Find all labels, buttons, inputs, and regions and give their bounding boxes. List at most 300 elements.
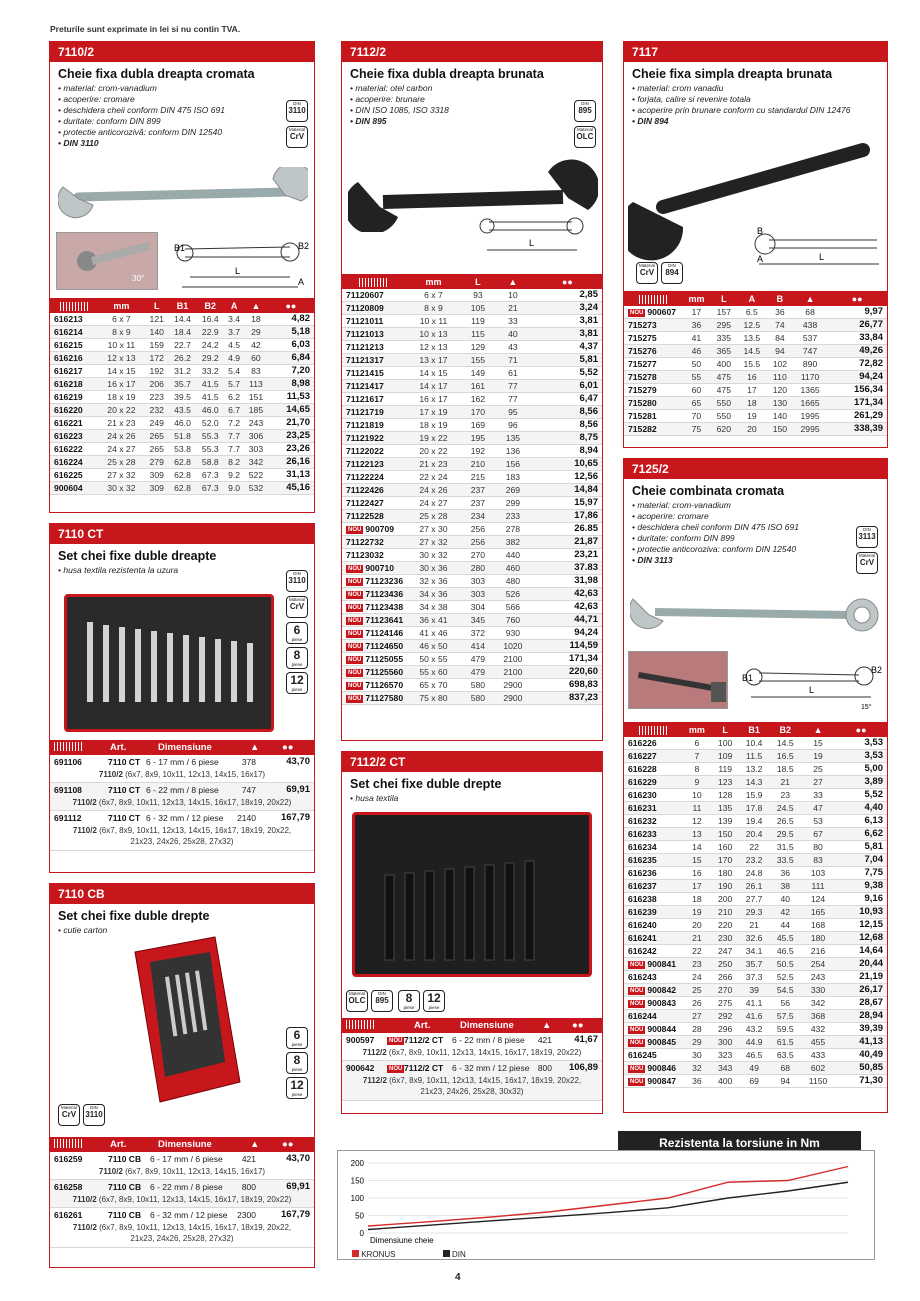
weight: 421 <box>241 1154 256 1164</box>
table-cell <box>624 319 682 332</box>
table-cell: 279 <box>145 456 169 469</box>
article: 7110 CB <box>108 1210 142 1220</box>
table-cell: 23 <box>770 789 801 802</box>
legend-kronus-swatch <box>352 1250 359 1257</box>
sizes: 7110/2 (6x7, 8x9, 10x11, 12x13, 14x15, 16x17, 18x19, 20x22, <box>72 826 292 835</box>
table-cell <box>624 919 682 932</box>
table-cell <box>342 614 404 627</box>
table-cell <box>342 432 404 445</box>
spec-item: • DIN ISO 1085, ISO 3318 <box>350 105 449 115</box>
col-b: B <box>767 291 793 306</box>
table-cell: 265 <box>145 443 169 456</box>
product-code: 616234 <box>628 842 657 853</box>
dimension: 6 - 22 mm / 8 piese <box>146 785 219 795</box>
table-cell: 26.5 <box>770 815 801 828</box>
dimension-drawing <box>749 222 884 272</box>
table-cell: 15 <box>682 854 712 867</box>
product-code: 71125560 <box>365 667 404 678</box>
table-row <box>342 692 602 705</box>
table-cell <box>342 315 404 328</box>
spec-item: • DIN 3113 <box>632 555 673 565</box>
table-cell <box>624 397 682 410</box>
table-cell: 7,04 <box>835 854 887 867</box>
table-cell: 243 <box>801 971 835 984</box>
table-cell: 15 <box>801 737 835 750</box>
table-cell: 10,65 <box>533 458 602 471</box>
table-cell: 5,52 <box>835 789 887 802</box>
panel-7112-ct <box>341 751 603 1114</box>
table-cell: 265 <box>145 430 169 443</box>
product-title: Set chei fixe duble drepte <box>350 777 502 791</box>
table-cell: 18 x 19 <box>404 419 463 432</box>
table-cell: 29.2 <box>196 352 224 365</box>
table-cell: 760 <box>493 614 533 627</box>
weight: 2140 <box>237 813 256 823</box>
product-code: 900597 <box>346 1035 375 1045</box>
product-code: 691108 <box>54 785 82 795</box>
coins-icon: ●● <box>533 274 602 289</box>
table-cell: 8,98 <box>268 378 314 391</box>
table-cell: 84 <box>767 332 793 345</box>
table-cell: 103 <box>801 867 835 880</box>
table-row <box>624 867 887 880</box>
table-cell: 21 <box>770 776 801 789</box>
table-cell: 10 <box>493 289 533 302</box>
table-cell: 150 <box>712 828 739 841</box>
table-cell: 382 <box>493 536 533 549</box>
product-code: 71123438 <box>365 602 404 613</box>
table-cell <box>624 906 682 919</box>
table-cell: 6 <box>682 737 712 750</box>
table-row <box>50 352 314 365</box>
table-cell: 526 <box>493 588 533 601</box>
table-cell: 14 x 17 <box>404 380 463 393</box>
product-code: 71122022 <box>346 446 384 457</box>
table-cell: 77 <box>493 380 533 393</box>
set-row <box>50 755 314 783</box>
product-code: 900710 <box>365 563 395 574</box>
table-cell: 185 <box>244 404 268 417</box>
table-cell: 6,03 <box>268 339 314 352</box>
table-cell: 13 <box>682 828 712 841</box>
table-cell <box>624 737 682 750</box>
table-cell: 475 <box>711 384 737 397</box>
pieces-8-icon: 8 piese <box>286 647 308 669</box>
table-cell: 156,34 <box>827 384 887 397</box>
table-cell: 115 <box>463 328 493 341</box>
table-cell: 414 <box>463 640 493 653</box>
table-row <box>342 575 602 588</box>
product-title: Set chei fixe duble drepte <box>58 909 210 923</box>
table-cell: 149 <box>463 367 493 380</box>
new-badge: NOU <box>389 1066 403 1072</box>
spec-item: • acoperire: cromare <box>632 511 709 521</box>
col-b2: B2 <box>196 298 224 313</box>
table-cell: 19 x 22 <box>404 432 463 445</box>
product-code: 71121819 <box>346 420 384 431</box>
table-cell: 3,89 <box>835 776 887 789</box>
table-cell: 50.5 <box>770 958 801 971</box>
product-code: 691106 <box>54 757 82 767</box>
set-table-header <box>342 1018 602 1033</box>
product-code: 71121213 <box>346 342 384 353</box>
table-row <box>624 906 887 919</box>
table-row <box>624 423 887 436</box>
table-row <box>342 471 602 484</box>
table-cell: 71,30 <box>835 1075 887 1088</box>
table-cell: 50 <box>682 358 711 371</box>
table-cell: 151 <box>244 391 268 404</box>
table-cell <box>342 588 404 601</box>
table-cell: 9.2 <box>224 469 244 482</box>
table-row <box>50 417 314 430</box>
set-row <box>342 1061 602 1101</box>
table-row <box>342 549 602 562</box>
panel-7110-cb <box>49 883 315 1268</box>
table-cell: 65 <box>682 397 711 410</box>
table-cell: 247 <box>712 945 739 958</box>
table-cell: 4,40 <box>835 802 887 815</box>
set-row <box>50 1152 314 1180</box>
table-cell: 24 x 26 <box>98 430 145 443</box>
table-cell: 27 x 32 <box>98 469 145 482</box>
product-code: 616231 <box>628 803 657 814</box>
product-code: 900846 <box>647 1063 677 1074</box>
table-cell: 32.6 <box>739 932 770 945</box>
table-row <box>342 289 602 302</box>
table-cell: 74 <box>767 319 793 332</box>
table-row <box>50 326 314 339</box>
table-cell: 67.3 <box>196 482 224 495</box>
new-badge: NOU <box>630 961 644 968</box>
panel-7110-2 <box>49 41 315 513</box>
table-cell: 139 <box>712 815 739 828</box>
table-cell: 43.2 <box>739 1023 770 1036</box>
wrench-image <box>630 587 882 642</box>
new-badge: NOU <box>348 630 362 637</box>
product-code: 715281 <box>628 411 657 422</box>
table-cell: 123 <box>712 776 739 789</box>
table-row <box>342 497 602 510</box>
spec-item: • duritate: conform DIN 899 <box>58 116 161 126</box>
table-cell: 30 x 32 <box>404 549 463 562</box>
table-cell: 62.8 <box>169 482 197 495</box>
table-cell: 256 <box>463 536 493 549</box>
table-cell: 23,26 <box>268 443 314 456</box>
table-cell: 192 <box>145 365 169 378</box>
table-row <box>50 378 314 391</box>
product-code: 616220 <box>54 405 83 416</box>
dimension: 6 - 17 mm / 6 piese <box>150 1154 223 1164</box>
product-code: 616225 <box>54 470 83 481</box>
spec-item: • deschidera cheii conform DIN 475 ISO 691 <box>632 522 799 532</box>
table-cell <box>342 484 404 497</box>
table-row <box>624 945 887 958</box>
article: 7112/2 CT <box>404 1063 444 1073</box>
table-row <box>624 919 887 932</box>
product-code: 900604 <box>54 483 83 494</box>
table-cell: 14.4 <box>169 313 197 326</box>
table-cell: 17 <box>682 880 712 893</box>
table-cell: 566 <box>493 601 533 614</box>
table-row <box>624 319 887 332</box>
table-cell <box>624 384 682 397</box>
table-cell: 479 <box>463 653 493 666</box>
table-cell: 49,26 <box>827 345 887 358</box>
table-cell: 62.8 <box>169 456 197 469</box>
table-cell: 7 <box>682 750 712 763</box>
table-cell <box>624 1023 682 1036</box>
table-cell <box>624 1075 682 1088</box>
table-cell <box>50 404 98 417</box>
table-cell: 121 <box>145 313 169 326</box>
table-row <box>624 1036 887 1049</box>
table-cell: 532 <box>244 482 268 495</box>
product-code: 616216 <box>54 353 83 364</box>
table-cell <box>624 763 682 776</box>
table-cell: 171,34 <box>533 653 602 666</box>
new-badge: NOU <box>348 682 362 689</box>
table-cell: 460 <box>493 562 533 575</box>
panel-code: 7125/2 <box>624 459 887 479</box>
product-code: 71122732 <box>346 537 384 548</box>
table-cell: 19 <box>737 410 767 423</box>
weight: 2300 <box>237 1210 256 1220</box>
table-cell <box>342 393 404 406</box>
table-row <box>342 510 602 523</box>
table-cell <box>342 575 404 588</box>
table-cell: 165 <box>801 906 835 919</box>
product-code: 900607 <box>647 307 677 318</box>
table-row <box>624 1075 887 1088</box>
table-cell: 21 <box>739 919 770 932</box>
weight-icon: ▲ <box>244 298 268 313</box>
table-cell: 234 <box>463 510 493 523</box>
weight: 378 <box>241 757 256 767</box>
table-cell <box>342 510 404 523</box>
y-tick-label: 0 <box>359 1229 364 1238</box>
table-cell: 698,83 <box>533 679 602 692</box>
table-cell: 36 <box>767 306 793 319</box>
table-cell: 2900 <box>493 679 533 692</box>
table-cell: 119 <box>463 315 493 328</box>
weight: 421 <box>537 1035 552 1045</box>
product-code: 71123032 <box>346 550 384 561</box>
table-cell: 52.0 <box>196 417 224 430</box>
table-cell: 5,52 <box>533 367 602 380</box>
product-code: 71121719 <box>346 407 384 418</box>
table-cell <box>50 326 98 339</box>
table-cell: 11.5 <box>739 750 770 763</box>
table-cell: 20 x 22 <box>98 404 145 417</box>
product-code: 616223 <box>54 431 83 442</box>
coins-icon: ●● <box>282 1139 294 1150</box>
table-cell: 41.1 <box>739 997 770 1010</box>
barcode-icon <box>54 742 82 751</box>
table-cell: 65 x 70 <box>404 679 463 692</box>
table-cell: 94,24 <box>533 627 602 640</box>
table-cell: 26,16 <box>268 456 314 469</box>
table-cell: 1020 <box>493 640 533 653</box>
table-cell: 69 <box>739 1075 770 1088</box>
spec-item: • forjata, calire si revenire totala <box>632 94 751 104</box>
table-cell: 3.7 <box>224 326 244 339</box>
table-row <box>624 345 887 358</box>
table-cell: 19 <box>801 750 835 763</box>
table-cell: 26.2 <box>169 352 197 365</box>
product-code: 900844 <box>647 1024 677 1035</box>
pieces-8-icon: 8 piese <box>286 1052 308 1074</box>
product-title: Cheie fixa dubla dreapta cromata <box>58 67 255 81</box>
table-cell <box>624 841 682 854</box>
table-cell: 27.7 <box>739 893 770 906</box>
table-row <box>342 419 602 432</box>
table-row <box>50 365 314 378</box>
table-row <box>342 380 602 393</box>
table-cell: 5,18 <box>268 326 314 339</box>
table-row <box>624 410 887 423</box>
table-cell: 41 <box>682 332 711 345</box>
dimension-drawing <box>477 212 587 257</box>
product-code: 616244 <box>628 1011 657 1022</box>
table-cell: 12.5 <box>737 319 767 332</box>
new-badge: NOU <box>389 1038 403 1044</box>
panel-7112-2 <box>341 41 603 741</box>
table-cell: 9,16 <box>835 893 887 906</box>
page-number: 4 <box>455 1272 461 1283</box>
table-cell: 455 <box>801 1036 835 1049</box>
table-cell <box>624 776 682 789</box>
table-cell: 3,81 <box>533 328 602 341</box>
label-b2: B2 <box>298 241 310 251</box>
table-cell: 27 x 30 <box>404 523 463 536</box>
table-cell <box>50 469 98 482</box>
table-cell: 41.6 <box>739 1010 770 1023</box>
table-cell <box>50 339 98 352</box>
panel-7110-ct <box>49 523 315 873</box>
table-cell: 237 <box>463 484 493 497</box>
product-table <box>624 722 887 1088</box>
table-cell: 6,84 <box>268 352 314 365</box>
product-code: 71125055 <box>365 654 404 665</box>
table-cell: 2100 <box>493 666 533 679</box>
col-l: L <box>145 298 169 313</box>
table-cell <box>342 419 404 432</box>
table-cell: 300 <box>712 1036 739 1049</box>
pieces-6-icon: 6 piese <box>286 1027 308 1049</box>
table-row <box>624 763 887 776</box>
table-row <box>342 406 602 419</box>
table-cell: 43.5 <box>169 404 197 417</box>
table-cell: 9,97 <box>827 306 887 319</box>
table-cell: 30 <box>682 1049 712 1062</box>
table-cell: 206 <box>145 378 169 391</box>
table-cell: 96 <box>493 419 533 432</box>
table-row <box>342 328 602 341</box>
table-cell: 14,64 <box>835 945 887 958</box>
table-cell: 14 x 15 <box>404 367 463 380</box>
table-row <box>50 482 314 495</box>
table-cell: 33 <box>493 315 533 328</box>
table-row <box>624 397 887 410</box>
y-tick-label: 100 <box>350 1194 364 1203</box>
price: 69,91 <box>286 1181 310 1192</box>
table-cell: 33.2 <box>196 365 224 378</box>
table-cell <box>50 313 98 326</box>
table-cell: 170 <box>463 406 493 419</box>
spec-item: • DIN 895 <box>350 116 387 126</box>
table-cell: 25 <box>801 763 835 776</box>
table-cell: 22 x 24 <box>404 471 463 484</box>
table-cell: 128 <box>712 789 739 802</box>
product-code: 715276 <box>628 346 657 357</box>
table-cell: 304 <box>463 601 493 614</box>
price: 106,89 <box>568 1062 598 1073</box>
table-cell: 480 <box>493 575 533 588</box>
table-cell <box>50 417 98 430</box>
set-row <box>50 783 314 811</box>
table-cell: 36 <box>770 867 801 880</box>
table-cell: 18 <box>244 313 268 326</box>
table-cell: 60 <box>682 384 711 397</box>
table-cell: 44.9 <box>739 1036 770 1049</box>
table-cell: 21 x 23 <box>404 458 463 471</box>
table-cell: 3,53 <box>835 750 887 763</box>
col-art: Art. <box>110 1139 127 1150</box>
table-cell: 100 <box>712 737 739 750</box>
table-cell: 63.5 <box>770 1049 801 1062</box>
dimension: 6 - 17 mm / 6 piese <box>146 757 219 767</box>
table-row <box>342 393 602 406</box>
table-row <box>624 802 887 815</box>
table-cell: 40 <box>770 893 801 906</box>
barcode-icon <box>624 722 682 737</box>
table-cell: 4,82 <box>268 313 314 326</box>
table-cell: 270 <box>712 984 739 997</box>
table-cell: 155 <box>463 354 493 367</box>
table-cell: 210 <box>463 458 493 471</box>
table-cell: 280 <box>463 562 493 575</box>
table-cell: 3,81 <box>533 315 602 328</box>
table-cell <box>50 430 98 443</box>
table-cell: 8 x 9 <box>404 302 463 315</box>
new-badge: NOU <box>348 695 362 702</box>
weight-icon: ▲ <box>250 742 260 753</box>
table-row <box>624 384 887 397</box>
spec-item: • duritate: conform DIN 899 <box>632 533 735 543</box>
table-cell <box>50 443 98 456</box>
barcode-icon <box>624 291 682 306</box>
table-cell: 14.5 <box>770 737 801 750</box>
table-cell: 4.5 <box>224 339 244 352</box>
table-cell: 330 <box>801 984 835 997</box>
panel-code: 7112/2 CT <box>342 752 602 772</box>
material-badge: Material CrV <box>636 262 658 284</box>
pieces-6-icon: 6 piese <box>286 622 308 644</box>
table-cell: 303 <box>244 443 268 456</box>
product-code: 71122528 <box>346 511 384 522</box>
panel-code: 7117 <box>624 42 887 62</box>
table-cell: 7.7 <box>224 430 244 443</box>
col-b1: B1 <box>169 298 197 313</box>
table-cell: 83 <box>244 365 268 378</box>
table-cell: 15.9 <box>739 789 770 802</box>
price: 41,67 <box>574 1034 598 1045</box>
product-code: 616233 <box>628 829 657 840</box>
new-badge: NOU <box>348 617 362 624</box>
material-badge: Material OLC <box>574 126 596 148</box>
table-cell: 36 <box>682 1075 712 1088</box>
